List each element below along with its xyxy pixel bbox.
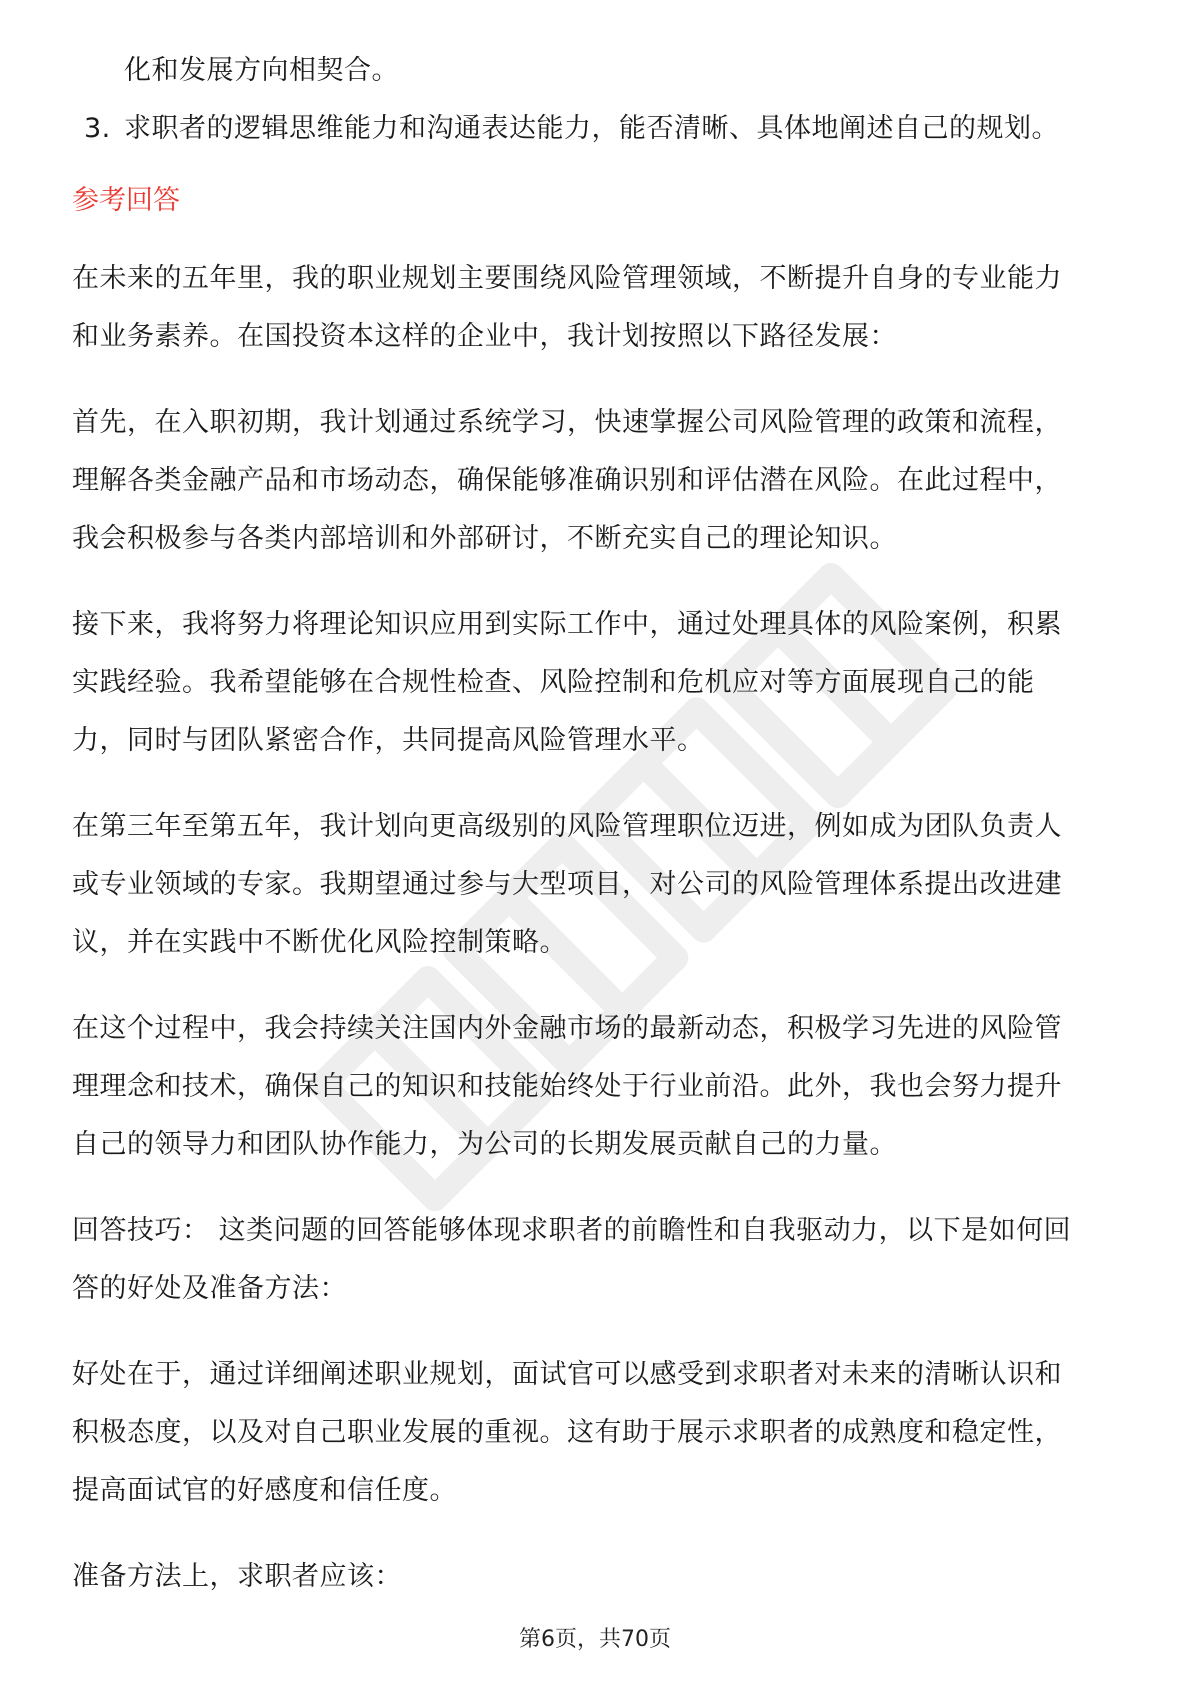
paragraph-line: 提高面试官的好感度和信任度。: [72, 1475, 457, 1506]
paragraph-line: 好处在于，通过详细阐述职业规划，面试官可以感受到求职者对未来的清晰认识和: [72, 1359, 1062, 1390]
paragraph-line: 理解各类金融产品和市场动态，确保能够准确识别和评估潜在风险。在此过程中，: [72, 465, 1062, 496]
paragraph-line: 或专业领域的专家。我期望通过参与大型项目，对公司的风险管理体系提出改进建: [72, 869, 1062, 900]
paragraph-line: 在未来的五年里，我的职业规划主要围绕风险管理领域，不断提升自身的专业能力: [72, 263, 1062, 294]
document-body: [72, 42, 1122, 1634]
paragraph-answer-tips: [72, 1202, 1122, 1318]
paragraph-line: 理理念和技术，确保自己的知识和技能始终处于行业前沿。此外，我也会努力提升: [72, 1071, 1062, 1102]
paragraph-line: 积极态度，以及对自己职业发展的重视。这有助于展示求职者的成熟度和稳定性，: [72, 1417, 1062, 1448]
paragraph-line: 议，并在实践中不断优化风险控制策略。: [72, 927, 567, 958]
paragraph-4: [72, 798, 1122, 972]
list-item-2-continued: 化和发展方向相契合。: [124, 55, 399, 86]
paragraph-line: 回答技巧： 这类问题的回答能够体现求职者的前瞻性和自我驱动力，以下是如何回: [72, 1215, 1072, 1246]
paragraph-3: [72, 596, 1122, 770]
paragraph-line: 在第三年至第五年，我计划向更高级别的风险管理职位迈进，例如成为团队负责人: [72, 811, 1062, 842]
paragraph-line: 在这个过程中，我会持续关注国内外金融市场的最新动态，积极学习先进的风险管: [72, 1013, 1062, 1044]
paragraph-line: 实践经验。我希望能够在合规性检查、风险控制和危机应对等方面展现自己的能: [72, 667, 1035, 698]
paragraph-line: 答的好处及准备方法：: [72, 1273, 347, 1304]
list-number: 3.: [84, 113, 111, 144]
paragraph-line: 接下来，我将努力将理论知识应用到实际工作中，通过处理具体的风险案例，积累: [72, 609, 1062, 640]
answer-heading: 参考回答: [72, 185, 180, 216]
page-number-footer: 第6页，共70页: [519, 1627, 671, 1652]
paragraph-5: [72, 1000, 1122, 1174]
paragraph-line: 我会积极参与各类内部培训和外部研讨，不断充实自己的理论知识。: [72, 523, 897, 554]
paragraph-line: 自己的领导力和团队协作能力，为公司的长期发展贡献自己的力量。: [72, 1129, 897, 1160]
paragraph-2: [72, 394, 1122, 568]
paragraph-line: 和业务素养。在国投资本这样的企业中，我计划按照以下路径发展：: [72, 321, 897, 352]
paragraph-preparation: [72, 1548, 1122, 1606]
paragraph-benefits: [72, 1346, 1122, 1520]
paragraph-line: 力，同时与团队紧密合作，共同提高风险管理水平。: [72, 725, 705, 756]
paragraph-line: 准备方法上，求职者应该：: [72, 1561, 402, 1592]
list-item-text: 求职者的逻辑思维能力和沟通表达能力，能否清晰、具体地阐述自己的规划。: [124, 113, 1059, 144]
paragraph-line: 首先，在入职初期，我计划通过系统学习，快速掌握公司风险管理的政策和流程，: [72, 407, 1062, 438]
paragraph-1: [72, 250, 1122, 366]
list-item-3: [72, 100, 1122, 158]
